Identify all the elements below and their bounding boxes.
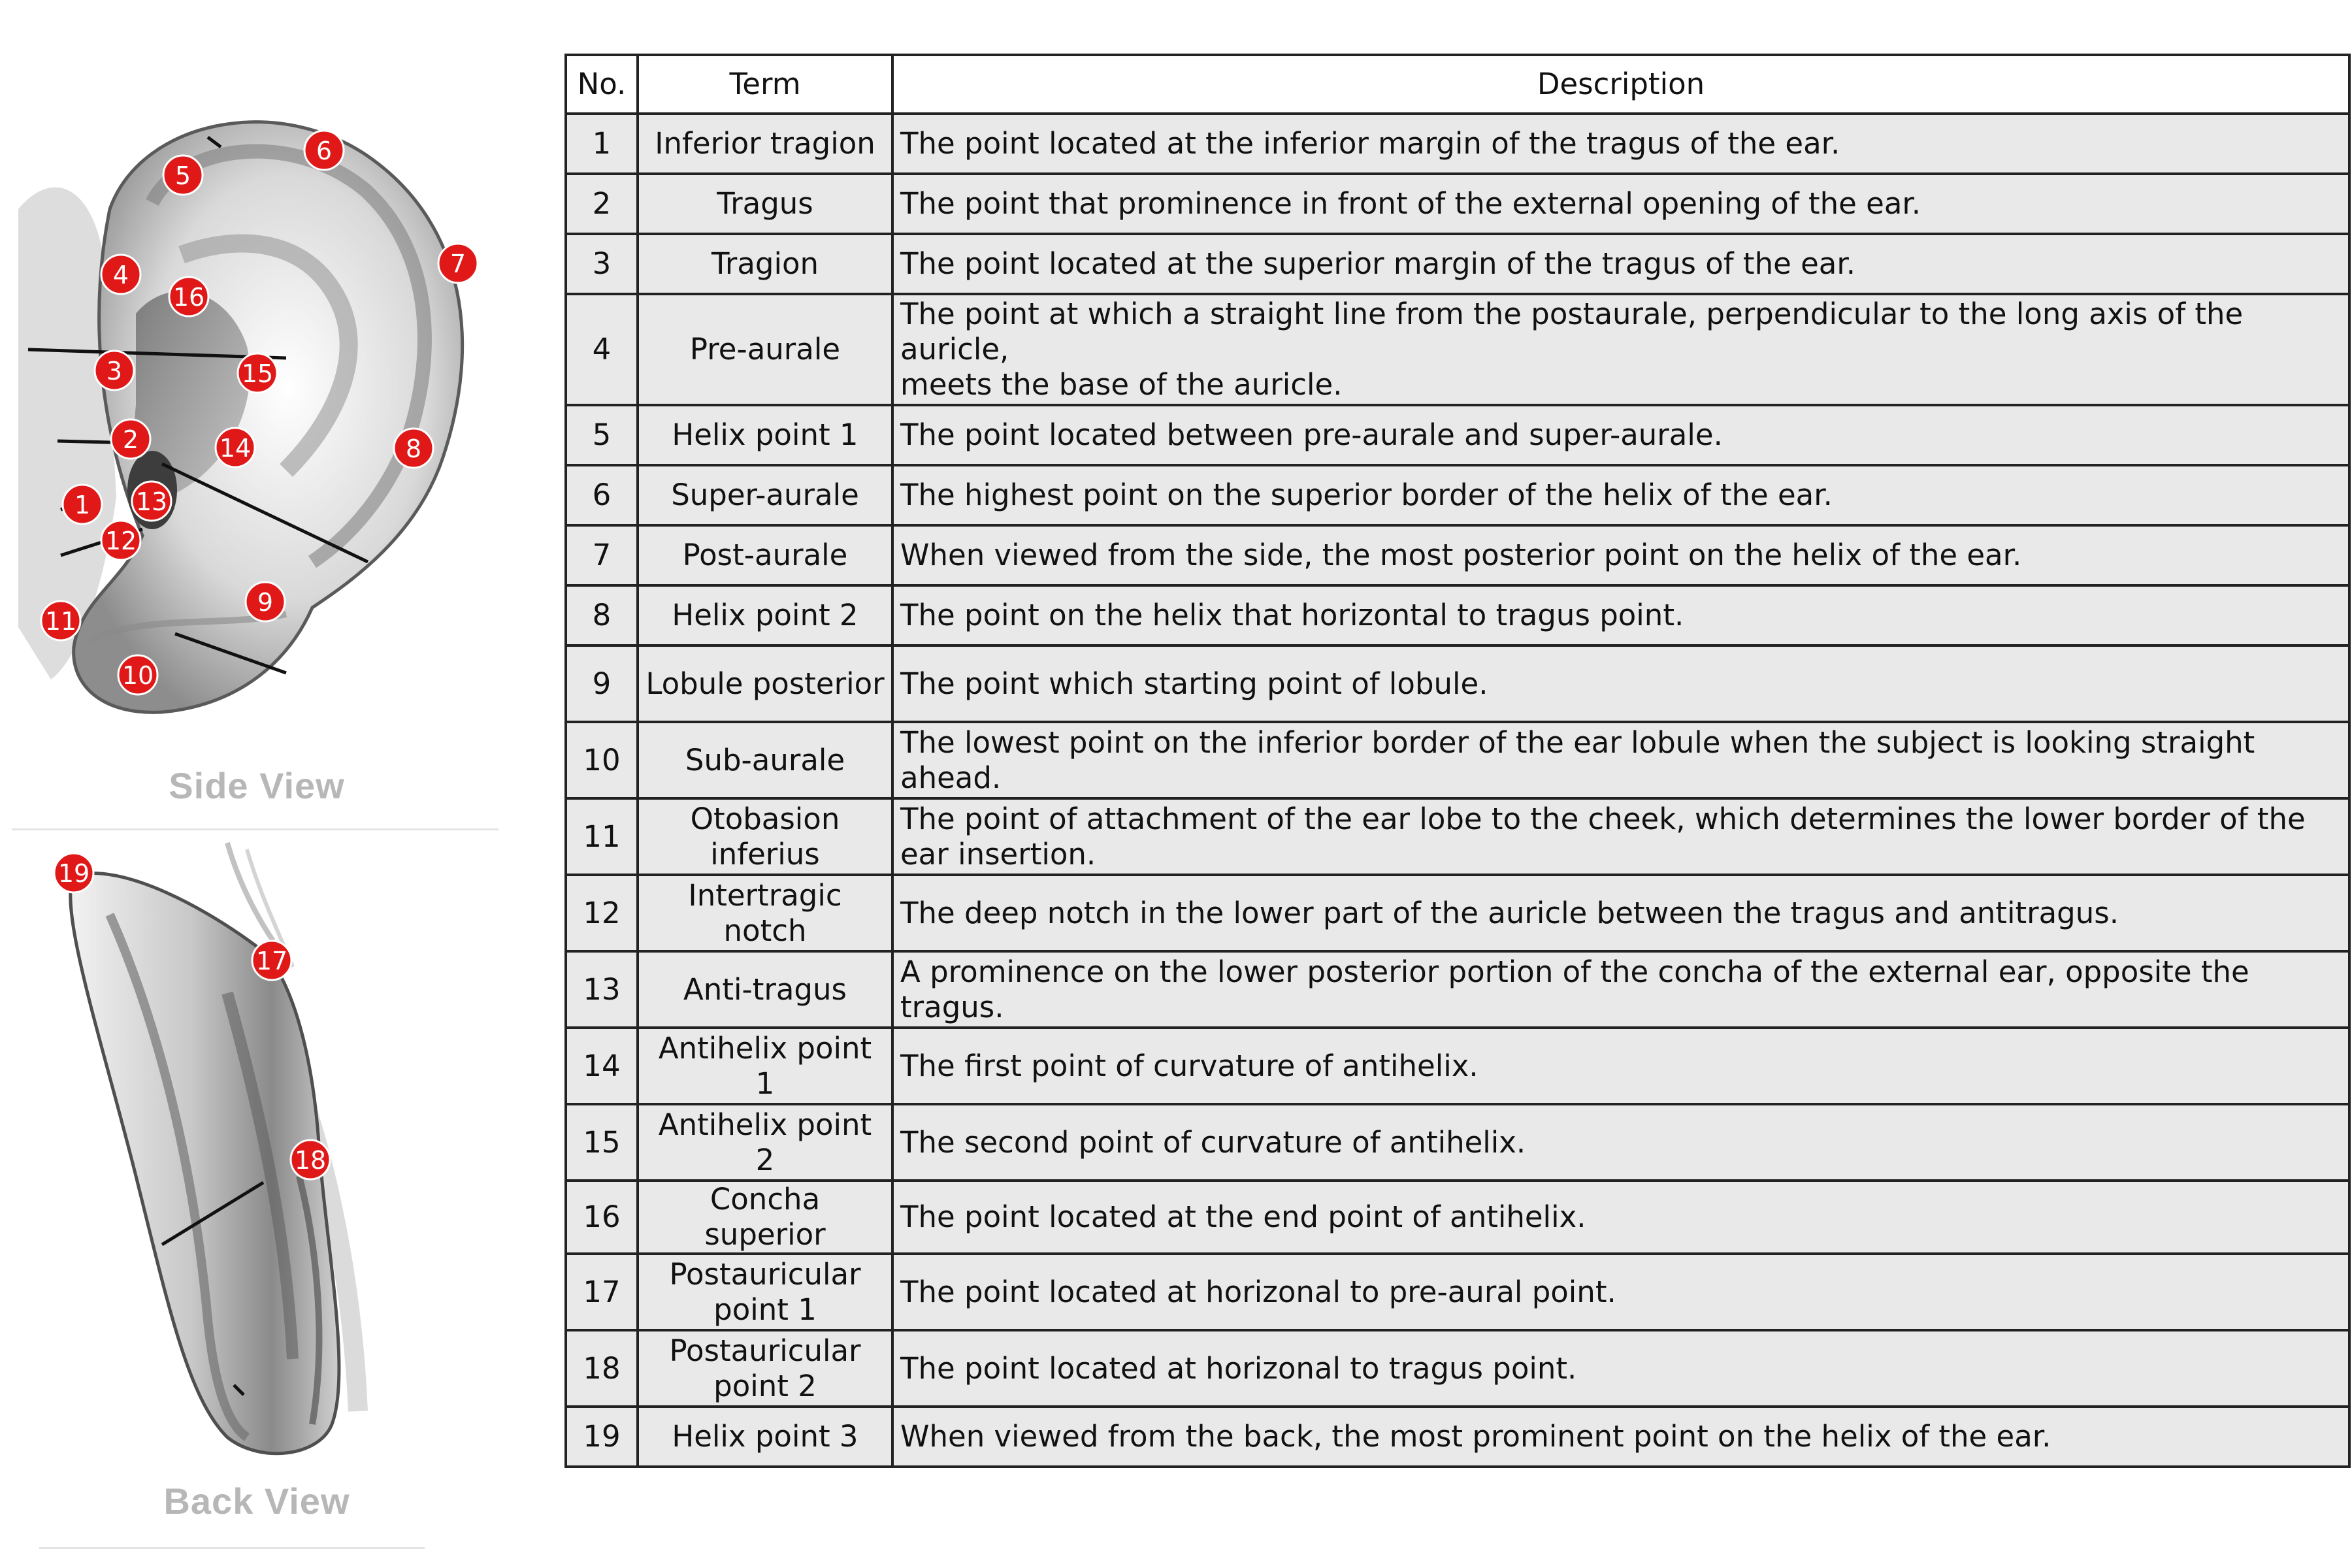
side-view-point-3 xyxy=(95,351,134,390)
svg-text:16: 16 xyxy=(172,283,205,312)
row-no: 17 xyxy=(566,1254,638,1330)
row-no: 10 xyxy=(566,722,638,798)
svg-text:9: 9 xyxy=(257,588,274,617)
back-view-figure xyxy=(12,836,502,1555)
svg-text:19: 19 xyxy=(57,859,90,888)
row-description: The point on the helix that horizontal to tragus point. xyxy=(892,585,2349,645)
row-term: Tragus xyxy=(638,174,892,234)
row-term: Super-aurale xyxy=(638,465,892,525)
side-view-point-14 xyxy=(216,428,255,467)
svg-text:14: 14 xyxy=(219,434,252,463)
row-description: The highest point on the superior border of the helix of the ear. xyxy=(892,465,2349,525)
svg-text:5: 5 xyxy=(174,161,191,190)
row-term: Post-aurale xyxy=(638,525,892,585)
svg-text:1: 1 xyxy=(74,491,91,519)
svg-text:4: 4 xyxy=(112,261,129,289)
table-row xyxy=(566,875,2349,951)
svg-text:2: 2 xyxy=(122,425,139,454)
side-view-point-7 xyxy=(438,244,478,283)
row-description: The lowest point on the inferior border of the ear lobule when the subject is looking straight ahead. xyxy=(892,722,2349,798)
back-view-ear-illustration xyxy=(12,836,502,1555)
side-view-point-13 xyxy=(132,482,171,521)
row-description: When viewed from the side, the most posterior point on the helix of the ear. xyxy=(892,525,2349,585)
svg-text:13: 13 xyxy=(135,487,168,516)
row-description: The point located between pre-aurale and super-aurale. xyxy=(892,405,2349,465)
table-row xyxy=(566,798,2349,875)
back-view-point-19 xyxy=(54,853,93,892)
side-view-ear-illustration xyxy=(12,39,502,833)
header-no: No. xyxy=(566,55,638,114)
svg-text:11: 11 xyxy=(44,607,77,636)
side-view-point-8 xyxy=(394,429,433,468)
row-description: The point which starting point of lobule. xyxy=(892,645,2349,722)
header-description: Description xyxy=(892,55,2349,114)
side-view-point-5 xyxy=(163,155,203,195)
row-description: The point located at horizonal to pre-aural point. xyxy=(892,1254,2349,1330)
table-row xyxy=(566,1407,2349,1467)
table-row xyxy=(566,174,2349,234)
back-view-point-18 xyxy=(291,1140,330,1179)
row-no: 1 xyxy=(566,114,638,174)
row-description: The first point of curvature of antihelix. xyxy=(892,1028,2349,1104)
row-description: When viewed from the back, the most prominent point on the helix of the ear. xyxy=(892,1407,2349,1467)
row-no: 19 xyxy=(566,1407,638,1467)
row-term: Otobasion inferius xyxy=(638,798,892,875)
svg-text:18: 18 xyxy=(294,1146,327,1175)
side-view-figure xyxy=(12,39,502,833)
row-no: 9 xyxy=(566,645,638,722)
row-no: 18 xyxy=(566,1330,638,1407)
table-row xyxy=(566,951,2349,1028)
side-view-point-2 xyxy=(111,419,150,459)
svg-text:17: 17 xyxy=(255,947,288,975)
row-no: 5 xyxy=(566,405,638,465)
row-term: Inferior tragion xyxy=(638,114,892,174)
side-view-point-16 xyxy=(169,277,208,316)
svg-text:3: 3 xyxy=(106,357,123,385)
figure-divider xyxy=(12,828,498,830)
row-no: 8 xyxy=(566,585,638,645)
table-row xyxy=(566,465,2349,525)
side-view-point-6 xyxy=(304,131,344,170)
row-description: The point located at horizonal to tragus point. xyxy=(892,1330,2349,1407)
row-term: Anti-tragus xyxy=(638,951,892,1028)
row-term: Sub-aurale xyxy=(638,722,892,798)
row-description: The point at which a straight line from the postaurale, perpendicular to the long axis of the auricle, meets the base of the auricle. xyxy=(892,294,2349,405)
table-row xyxy=(566,1028,2349,1104)
row-term: Postauricular point 1 xyxy=(638,1254,892,1330)
row-no: 13 xyxy=(566,951,638,1028)
side-view-point-9 xyxy=(246,582,285,621)
row-description: The point of attachment of the ear lobe to the cheek, which determines the lower border of the ear insertion. xyxy=(892,798,2349,875)
side-view-caption: Side View xyxy=(169,765,345,806)
svg-text:10: 10 xyxy=(122,661,154,690)
svg-text:15: 15 xyxy=(241,359,274,388)
svg-text:7: 7 xyxy=(449,250,466,278)
table-row xyxy=(566,1104,2349,1181)
table-row xyxy=(566,722,2349,798)
table-row xyxy=(566,1330,2349,1407)
svg-text:6: 6 xyxy=(316,137,333,165)
row-no: 11 xyxy=(566,798,638,875)
table-header-row xyxy=(566,55,2349,114)
side-view-point-4 xyxy=(101,255,140,294)
row-description: The point that prominence in front of the external opening of the ear. xyxy=(892,174,2349,234)
row-no: 14 xyxy=(566,1028,638,1104)
row-no: 3 xyxy=(566,234,638,294)
row-term: Antihelix point 2 xyxy=(638,1104,892,1181)
table-row xyxy=(566,234,2349,294)
ear-landmark-table xyxy=(564,54,2351,1468)
back-view-caption: Back View xyxy=(163,1480,350,1522)
row-no: 15 xyxy=(566,1104,638,1181)
row-description: The deep notch in the lower part of the auricle between the tragus and antitragus. xyxy=(892,875,2349,951)
svg-text:12: 12 xyxy=(105,527,137,555)
row-term: Concha superior xyxy=(638,1181,892,1254)
back-view-point-17 xyxy=(252,941,291,980)
row-term: Postauricular point 2 xyxy=(638,1330,892,1407)
row-term: Antihelix point 1 xyxy=(638,1028,892,1104)
table-row xyxy=(566,405,2349,465)
table-row xyxy=(566,645,2349,722)
row-description: The point located at the superior margin of the tragus of the ear. xyxy=(892,234,2349,294)
row-no: 2 xyxy=(566,174,638,234)
table-row xyxy=(566,114,2349,174)
row-no: 7 xyxy=(566,525,638,585)
row-no: 6 xyxy=(566,465,638,525)
table-row xyxy=(566,1254,2349,1330)
row-description: The second point of curvature of antihelix. xyxy=(892,1104,2349,1181)
row-no: 16 xyxy=(566,1181,638,1254)
side-view-point-1 xyxy=(63,485,102,524)
row-no: 12 xyxy=(566,875,638,951)
row-term: Tragion xyxy=(638,234,892,294)
table-row xyxy=(566,585,2349,645)
table-row xyxy=(566,525,2349,585)
row-description: A prominence on the lower posterior portion of the concha of the external ear, opposite the tragus. xyxy=(892,951,2349,1028)
side-view-point-11 xyxy=(41,601,80,640)
row-description: The point located at the end point of antihelix. xyxy=(892,1181,2349,1254)
header-term: Term xyxy=(638,55,892,114)
row-term: Intertragic notch xyxy=(638,875,892,951)
row-term: Pre-aurale xyxy=(638,294,892,405)
svg-text:8: 8 xyxy=(405,434,422,463)
table-row xyxy=(566,1181,2349,1254)
side-view-point-10 xyxy=(118,655,157,694)
row-description: The point located at the inferior margin of the tragus of the ear. xyxy=(892,114,2349,174)
row-term: Lobule posterior xyxy=(638,645,892,722)
table-row xyxy=(566,294,2349,405)
row-term: Helix point 2 xyxy=(638,585,892,645)
side-view-point-12 xyxy=(101,521,140,560)
row-no: 4 xyxy=(566,294,638,405)
row-term: Helix point 1 xyxy=(638,405,892,465)
figure-divider xyxy=(39,1547,425,1549)
side-view-point-15 xyxy=(238,353,277,393)
row-term: Helix point 3 xyxy=(638,1407,892,1467)
